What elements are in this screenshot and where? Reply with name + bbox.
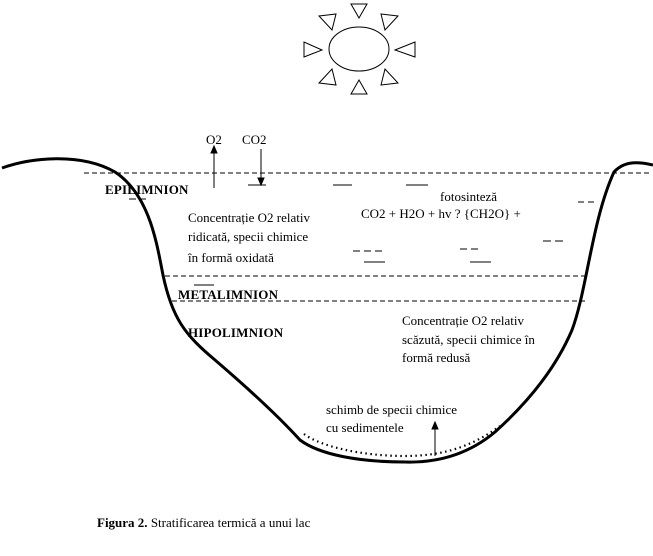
hypolimnion-note-line2: scăzută, specii chimice în (402, 332, 535, 347)
sediment-note-line1: schimb de specii chimice (326, 402, 458, 417)
hypolimnion-note-line3: formă redusă (402, 350, 471, 365)
epilimnion-note-line3: în formă oxidată (188, 250, 274, 265)
co2-label (242, 133, 267, 146)
hypolimnion-label: HIPOLIMNION (188, 325, 284, 340)
photosynthesis-equation: CO2 + H2O + hv ? {CH2O} + (361, 206, 521, 221)
epilimnion-note-line2: ridicată, specii chimice (188, 229, 309, 244)
sun-icon (304, 4, 415, 94)
co2-text: CO2 (242, 132, 267, 147)
gas-exchange-arrows (211, 146, 264, 188)
epilimnion-note-line1: Concentrație O2 relativ (188, 210, 311, 225)
hypolimnion-note-line1: Concentrație O2 relativ (402, 313, 525, 328)
o2-label (206, 133, 222, 146)
metalimnion-label: METALIMNION (178, 287, 279, 302)
photosynthesis-label: fotosinteză (440, 189, 498, 204)
epilimnion-label: EPILIMNION (105, 182, 189, 197)
figure-caption-text: Stratificarea termică a unui lac (147, 515, 311, 530)
figure-caption-label: Figura 2. (97, 515, 148, 530)
o2-text: O2 (206, 132, 222, 147)
sediment-note-line2: cu sedimentele (326, 420, 404, 435)
sediment-arrow (432, 422, 438, 456)
figure-caption (97, 516, 310, 529)
